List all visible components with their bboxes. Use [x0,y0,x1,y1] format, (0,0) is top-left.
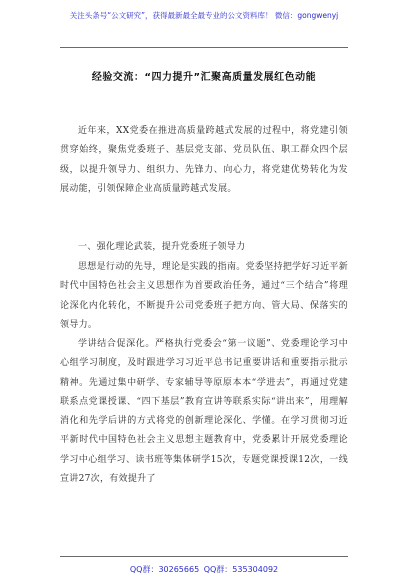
footer-contact [0,564,408,575]
header-divider [60,47,348,48]
document-title: 经验交流：“四力提升”汇聚高质量发展红色动能 [91,72,317,83]
footer-qq-group-1: QQ群：30265665 [129,565,200,574]
footer-divider [60,556,348,557]
header-promo: 关注头条号“公文研究”，获得最新最全最专业的公文资料库！ 微信：gongwenyj [69,11,339,20]
section-heading-1: 一、强化理论武装，提升党委班子领导力 [78,242,246,252]
paragraph-intro: 近年来，XX党委在推进高质量跨越式发展的过程中，将党建引领贯穿始终，聚焦党委班子、基层党支部、党员队伍、职工群众四个层级，以提升领导力、组织力、先锋力、向心力，将党建优势转化为发展动能，引领保障企业高质量跨越式发展。 [60,126,348,194]
footer-qq-group-2: QQ群：535304092 [203,565,279,574]
paragraph-study: 学讲结合促深化。严格执行党委会“第一议题”、党委理论学习中心组学习制度，及时跟进学习习近平总书记重要讲话和重要指示批示精神。先通过集中研学、专家辅导等原原本本“学进去”，再通过党建联系点党课授课、“四下基层”教育宣讲等联系实际“讲出来”，用理解消化和先学后讲的方式将党的创新理论深化、学懂。在学习贯彻习近平新时代中国特色社会主义思想主题教育中，党委累计开展党委理论学习中心组学习、读书班等集体研学15次，专题党课授课12次，一线宣讲27次，有效提升了 [60,339,348,485]
paragraph-theory: 思想是行动的先导，理论是实践的指南。党委坚持把学好习近平新时代中国特色社会主义思想作为首要政治任务，通过“三个结合”将理论深化内化转化，不断提升公司党委班子把方向、管大局、保落实的领导力。 [60,262,348,330]
